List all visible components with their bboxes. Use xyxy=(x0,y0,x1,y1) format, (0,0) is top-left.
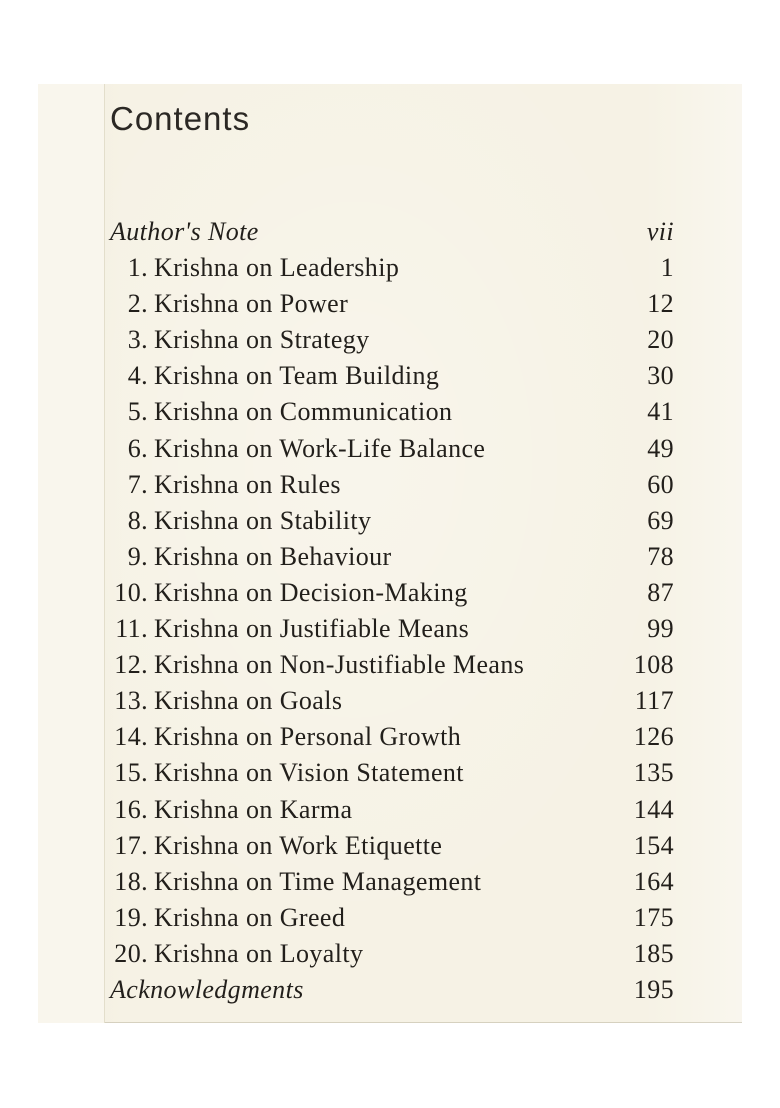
chapter-title: Krishna on Loyalty xyxy=(154,938,364,968)
chapter-title: Krishna on Work-Life Balance xyxy=(154,433,486,463)
toc-entry-9 xyxy=(104,539,674,575)
page-number: 108 xyxy=(633,650,674,680)
chapter-title: Krishna on Personal Growth xyxy=(154,722,462,752)
page-number: 185 xyxy=(633,938,674,968)
chapter-title: Krishna on Non-Justifiable Means xyxy=(154,650,525,680)
toc-entry-19 xyxy=(104,900,674,936)
page-number: 87 xyxy=(647,577,674,607)
chapter-number: 10. xyxy=(114,577,148,607)
chapter-number: 4. xyxy=(127,361,148,391)
page-gutter-edge xyxy=(38,84,105,1023)
toc-entry-18 xyxy=(104,864,674,900)
page-number: 99 xyxy=(647,614,674,644)
toc-entry-10 xyxy=(104,575,674,611)
chapter-number: 12. xyxy=(114,650,148,680)
toc-entry-20 xyxy=(104,936,674,972)
page-number: 30 xyxy=(647,361,674,391)
page-number: 60 xyxy=(647,469,674,499)
page-number: 144 xyxy=(633,794,674,824)
chapter-title: Krishna on Stability xyxy=(154,505,372,535)
toc-entry-12 xyxy=(104,647,674,683)
chapter-number: 5. xyxy=(127,397,148,427)
chapter-number: 2. xyxy=(127,289,148,319)
toc-entry-17 xyxy=(104,828,674,864)
toc-entry-16 xyxy=(104,792,674,828)
toc-entry-5 xyxy=(104,394,674,430)
page-number: 1 xyxy=(660,253,674,283)
chapter-title: Krishna on Leadership xyxy=(154,253,400,283)
chapter-number: 7. xyxy=(127,469,148,499)
table-of-contents xyxy=(104,214,674,1008)
toc-entry-7 xyxy=(104,467,674,503)
chapter-title: Krishna on Rules xyxy=(154,469,341,499)
page-number: 12 xyxy=(647,289,674,319)
toc-entry-4 xyxy=(104,358,674,394)
section-label: Author's Note xyxy=(110,217,259,246)
toc-entry-14 xyxy=(104,719,674,755)
chapter-number: 6. xyxy=(127,433,148,463)
chapter-number: 1. xyxy=(127,253,148,283)
chapter-title: Krishna on Decision-Making xyxy=(154,577,468,607)
chapter-title: Krishna on Goals xyxy=(154,686,343,716)
page-number: 49 xyxy=(647,433,674,463)
chapter-number: 14. xyxy=(114,722,148,752)
chapter-title: Krishna on Work Etiquette xyxy=(154,830,443,860)
toc-row-acknowledgments xyxy=(104,972,674,1008)
toc-entry-13 xyxy=(104,683,674,719)
page-number: 69 xyxy=(647,505,674,535)
page-number: 126 xyxy=(633,722,674,752)
chapter-title: Krishna on Time Management xyxy=(154,866,482,896)
toc-entry-15 xyxy=(104,755,674,791)
toc-entry-3 xyxy=(104,322,674,358)
section-label: Acknowledgments xyxy=(110,974,304,1004)
chapter-title: Krishna on Power xyxy=(154,289,349,319)
chapter-number: 11. xyxy=(115,614,148,644)
page-number: 41 xyxy=(647,397,674,427)
page-number: 164 xyxy=(633,866,674,896)
page-number: 175 xyxy=(633,902,674,932)
chapter-number: 8. xyxy=(127,505,148,535)
chapter-number: 20. xyxy=(114,938,148,968)
page-number: 78 xyxy=(647,541,674,571)
page-number: vii xyxy=(646,217,674,246)
toc-entry-1 xyxy=(104,250,674,286)
chapter-number: 18. xyxy=(114,866,148,896)
chapter-number: 3. xyxy=(127,325,148,355)
chapter-number: 16. xyxy=(114,794,148,824)
chapter-title: Krishna on Karma xyxy=(154,794,353,824)
chapter-number: 13. xyxy=(114,686,148,716)
toc-entry-2 xyxy=(104,286,674,322)
page-number: 135 xyxy=(633,758,674,788)
chapter-number: 19. xyxy=(114,902,148,932)
chapter-title: Krishna on Behaviour xyxy=(154,541,392,571)
toc-entry-6 xyxy=(104,431,674,467)
chapter-title: Krishna on Vision Statement xyxy=(154,758,464,788)
chapter-title: Krishna on Communication xyxy=(154,397,453,427)
toc-entry-8 xyxy=(104,503,674,539)
page-number: 20 xyxy=(647,325,674,355)
book-page xyxy=(38,84,742,1023)
chapter-title: Krishna on Strategy xyxy=(154,325,370,355)
chapter-title: Krishna on Greed xyxy=(154,902,346,932)
chapter-title: Krishna on Team Building xyxy=(154,361,440,391)
chapter-title: Krishna on Justifiable Means xyxy=(154,614,470,644)
chapter-number: 17. xyxy=(114,830,148,860)
chapter-number: 9. xyxy=(127,541,148,571)
page-number: 154 xyxy=(633,830,674,860)
page-title: Contents xyxy=(110,100,251,137)
page-number: 117 xyxy=(634,686,674,716)
toc-entry-11 xyxy=(104,611,674,647)
toc-row-authors-note xyxy=(104,214,674,250)
chapter-number: 15. xyxy=(114,758,148,788)
page-number: 195 xyxy=(633,974,674,1004)
